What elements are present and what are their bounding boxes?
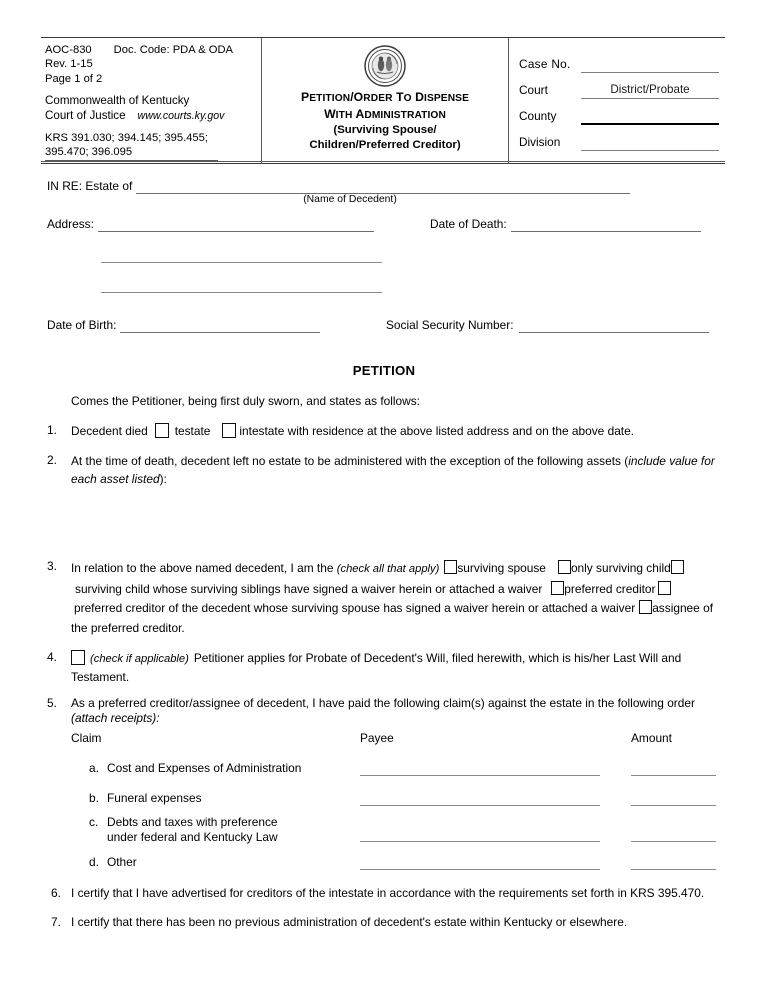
item7-text: I certify that there has been no previous administration of decedent's estate within Kentucky or elsewhere. bbox=[71, 915, 628, 929]
item7-number: 7. bbox=[51, 915, 61, 929]
court-input[interactable]: District/Probate bbox=[581, 81, 719, 99]
item3-opt6: assignee of the preferred creditor. bbox=[71, 601, 714, 635]
claim-row-c-label bbox=[107, 815, 278, 844]
website-link[interactable]: www.courts.ky.gov bbox=[137, 109, 225, 122]
krs-citation-line2-wrap bbox=[45, 145, 255, 161]
header-title-column bbox=[262, 38, 509, 163]
division-input[interactable] bbox=[581, 133, 719, 151]
ssn-row bbox=[386, 318, 709, 333]
checkbox-surviving-spouse[interactable] bbox=[444, 560, 457, 574]
ssn-input[interactable] bbox=[519, 320, 709, 333]
form-number-row bbox=[45, 43, 255, 57]
claim-row-c-letter: c. bbox=[89, 815, 99, 829]
decedent-name-input[interactable] bbox=[136, 181, 630, 194]
item6-text: I certify that I have advertised for creditors of the intestate in accordance with the requirements set forth in KRS 395.470. bbox=[71, 886, 705, 900]
item2-assets-entry-area[interactable] bbox=[71, 492, 719, 547]
item3-opt4a: preferred bbox=[564, 581, 613, 596]
checkbox-surviving-child-waiver[interactable] bbox=[671, 560, 684, 574]
name-of-decedent-caption: (Name of Decedent) bbox=[303, 194, 397, 205]
claim-row-d-letter: d. bbox=[89, 855, 99, 869]
claim-row-c-line2: under federal and Kentucky Law bbox=[107, 829, 278, 844]
in-re-label: IN RE: Estate of bbox=[47, 179, 133, 193]
form-header bbox=[41, 37, 725, 164]
in-re-row bbox=[47, 179, 630, 194]
item5-hint: (attach receipts): bbox=[71, 710, 160, 725]
claim-row-a-letter: a. bbox=[89, 761, 99, 775]
krs-citation-line2: 395.470; 396.095 bbox=[45, 145, 218, 161]
item2-number: 2. bbox=[47, 453, 57, 467]
column-header-claim: Claim bbox=[71, 731, 102, 745]
date-of-death-input[interactable] bbox=[511, 219, 701, 232]
checkbox-probate-will[interactable] bbox=[71, 650, 85, 665]
item1-text bbox=[71, 423, 721, 439]
court-label: Court bbox=[519, 83, 548, 97]
petition-intro: Comes the Petitioner, being first duly sworn, and states as follows: bbox=[71, 394, 420, 408]
date-of-death-row bbox=[430, 217, 701, 232]
address-input-line1[interactable] bbox=[98, 219, 374, 232]
claim-row-a-payee-input[interactable] bbox=[360, 775, 600, 776]
item2-text-italic: include value for each asset listed bbox=[71, 454, 715, 486]
checkbox-only-surviving-child[interactable] bbox=[558, 560, 571, 574]
item3-number: 3. bbox=[47, 559, 57, 573]
date-of-birth-input[interactable] bbox=[120, 320, 320, 333]
court-row bbox=[519, 73, 719, 99]
county-label: County bbox=[519, 109, 557, 123]
form-subtitle-line2: Children/Preferred Creditor) bbox=[309, 138, 461, 151]
court-of-justice-row bbox=[45, 108, 255, 124]
claim-row-c-line1: Debts and taxes with preference bbox=[107, 815, 278, 829]
date-of-death-label: Date of Death: bbox=[430, 217, 507, 231]
claim-row-b-amount-input[interactable] bbox=[631, 805, 716, 806]
case-info-column bbox=[509, 38, 725, 163]
item4-text bbox=[71, 650, 721, 686]
item3-opt4b: creditor bbox=[615, 581, 656, 596]
item5-number: 5. bbox=[47, 696, 57, 710]
item6-number: 6. bbox=[51, 886, 61, 900]
checkbox-preferred-creditor-spouse-waiver[interactable] bbox=[658, 581, 671, 595]
form-title-line2: WITH ADMINISTRATION bbox=[324, 106, 446, 121]
item1-lead: Decedent died bbox=[71, 424, 148, 438]
item2-text bbox=[71, 453, 719, 488]
item4-body: Petitioner applies for Probate of Decedent's Will, filed herewith, which is his/her Last Will and bbox=[193, 651, 682, 665]
date-of-birth-row bbox=[47, 318, 320, 333]
item2-text-b: ): bbox=[159, 471, 167, 486]
commonwealth-label: Commonwealth of Kentucky bbox=[45, 93, 190, 107]
item3-hint: (check all that apply) bbox=[336, 563, 440, 575]
address-row bbox=[47, 217, 374, 232]
item5-body: As a preferred creditor/assignee of decedent, I have paid the following claim(s) against the estate in the following order bbox=[71, 696, 695, 710]
address-label: Address: bbox=[47, 217, 94, 231]
case-number-label: Case No. bbox=[519, 57, 571, 71]
item3-opt5b: waiver bbox=[600, 601, 636, 615]
seal-container bbox=[266, 45, 504, 87]
item3-opt1: surviving spouse bbox=[457, 561, 546, 575]
item4-hint: (check if applicable) bbox=[90, 653, 189, 665]
county-input[interactable] bbox=[581, 106, 719, 125]
claim-row-b-payee-input[interactable] bbox=[360, 805, 600, 806]
division-label: Division bbox=[519, 135, 561, 149]
form-title-line1: PETITION/ORDER TO DISPENSE bbox=[301, 90, 469, 104]
header-left-column bbox=[41, 38, 262, 163]
claim-row-a-amount-input[interactable] bbox=[631, 775, 716, 776]
address-input-line3[interactable] bbox=[101, 292, 382, 293]
column-header-payee: Payee bbox=[360, 731, 394, 745]
checkbox-preferred-creditor[interactable] bbox=[551, 581, 564, 595]
item3-opt5: preferred creditor of the decedent whose surviving spouse has signed a waiver herein or attached a bbox=[74, 601, 598, 615]
kentucky-state-seal-icon bbox=[364, 45, 406, 87]
claim-row-d-payee-input[interactable] bbox=[360, 869, 600, 870]
item3-text bbox=[71, 559, 721, 638]
item3-lead: In relation to the above named decedent, I am the bbox=[71, 561, 334, 575]
item5-text bbox=[71, 696, 721, 725]
revision: Rev. 1-15 bbox=[45, 58, 93, 71]
item4-body2: Testament. bbox=[71, 669, 130, 684]
doc-code: Doc. Code: PDA & ODA bbox=[113, 44, 234, 56]
checkbox-intestate[interactable] bbox=[222, 423, 236, 438]
item1-intestate-label: intestate with residence at the above listed address and on the above date. bbox=[239, 424, 635, 438]
checkbox-testate[interactable] bbox=[155, 423, 169, 438]
court-of-justice-label: Court of Justice bbox=[45, 108, 126, 122]
krs-citation-line1: KRS 391.030; 394.145; 395.455; bbox=[45, 131, 208, 144]
claim-row-b-label: Funeral expenses bbox=[107, 791, 202, 805]
item3-opt2: only surviving child bbox=[570, 561, 671, 575]
county-row bbox=[519, 99, 719, 125]
item2-text-a: At the time of death, decedent left no estate to be administered with the exception of the following assets ( bbox=[71, 454, 629, 468]
address-input-line2[interactable] bbox=[101, 262, 382, 263]
item3-opt3: surviving child whose surviving siblings have signed a waiver herein or attached a waiver bbox=[75, 581, 543, 596]
claim-row-d-label: Other bbox=[107, 855, 137, 869]
item1-number: 1. bbox=[47, 423, 57, 437]
claim-row-d-amount-input[interactable] bbox=[631, 869, 716, 870]
claim-row-c-payee-input[interactable] bbox=[360, 841, 600, 842]
case-number-input[interactable] bbox=[581, 55, 719, 73]
claim-row-c-amount-input[interactable] bbox=[631, 841, 716, 842]
form-number: AOC-830 bbox=[45, 44, 92, 56]
case-number-row bbox=[519, 47, 719, 73]
page-label: Page 1 of 2 bbox=[45, 72, 103, 85]
checkbox-assignee[interactable] bbox=[639, 600, 652, 614]
item4-number: 4. bbox=[47, 650, 57, 664]
form-subtitle-line1: (Surviving Spouse/ bbox=[333, 124, 437, 136]
claim-row-a-label: Cost and Expenses of Administration bbox=[107, 761, 302, 775]
division-row bbox=[519, 125, 719, 151]
item1-testate-label: testate bbox=[174, 424, 211, 438]
column-header-amount: Amount bbox=[631, 731, 672, 745]
claim-row-b-letter: b. bbox=[89, 791, 99, 805]
petition-heading: PETITION bbox=[352, 363, 416, 378]
header-bottom-rule bbox=[41, 161, 725, 162]
ssn-label: Social Security Number: bbox=[386, 318, 514, 332]
date-of-birth-label: Date of Birth: bbox=[47, 318, 117, 332]
